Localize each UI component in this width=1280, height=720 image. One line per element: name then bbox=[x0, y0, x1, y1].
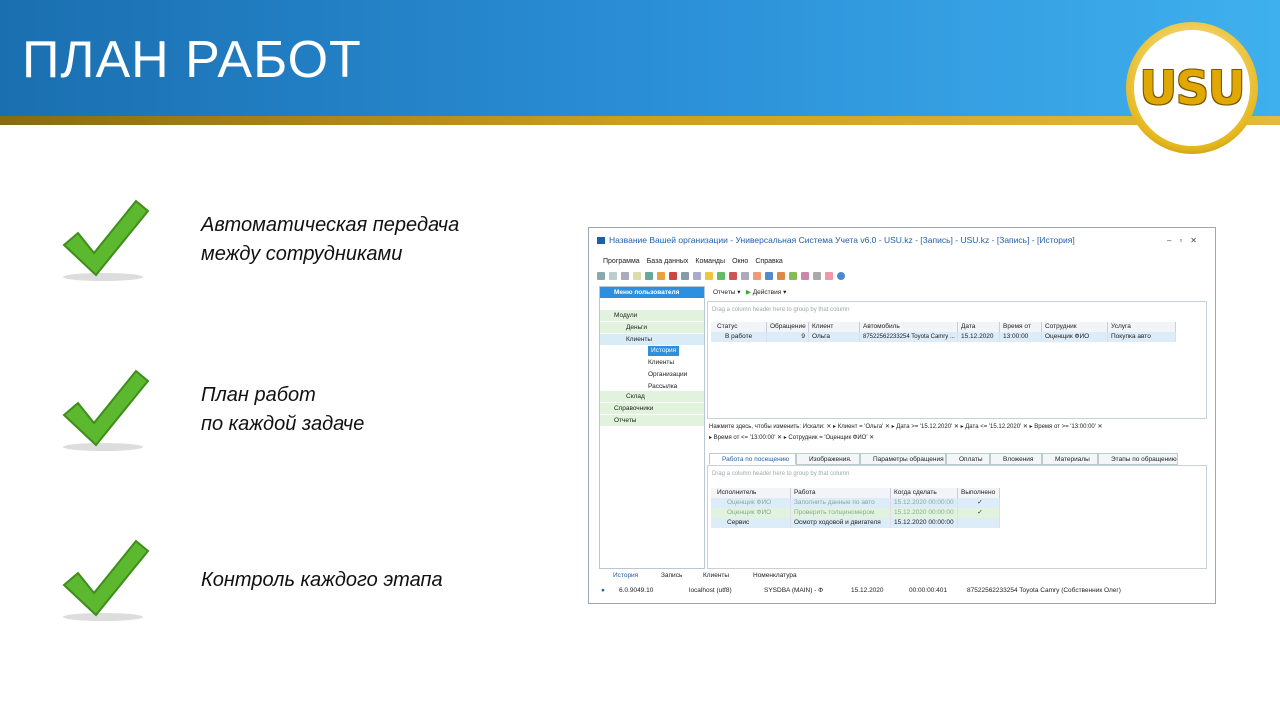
toolbar-icon[interactable] bbox=[753, 272, 761, 280]
app-titlebar bbox=[589, 228, 1215, 252]
checkmark-icon bbox=[56, 367, 151, 455]
cell-status: В работе bbox=[711, 332, 767, 342]
cell-time: 13:00:00 bbox=[1000, 332, 1042, 342]
tab-appeal-params[interactable]: Параметры обращения bbox=[860, 453, 946, 465]
toolbar-icon[interactable] bbox=[609, 272, 617, 280]
user-menu-panel bbox=[599, 286, 705, 569]
col-time-from[interactable]: Время от bbox=[1000, 322, 1042, 332]
app-icon bbox=[597, 237, 605, 244]
cell-appeal: 9 bbox=[767, 332, 809, 342]
page-title: ПЛАН РАБОТ bbox=[22, 31, 362, 89]
bullet-3-line1: Контроль каждого этапа bbox=[201, 569, 443, 591]
cell-due: 15.12.2020 00:00:00 bbox=[891, 518, 958, 528]
col-work[interactable]: Работа bbox=[791, 488, 891, 498]
col-done[interactable]: Выполнено bbox=[958, 488, 1000, 498]
menu-help[interactable]: Справка bbox=[755, 257, 783, 265]
user-menu-header: Меню пользователя bbox=[600, 287, 704, 298]
status-host: localhost (utf8) bbox=[689, 587, 732, 594]
col-due[interactable]: Когда сделать bbox=[891, 488, 958, 498]
tab-attachments[interactable]: Вложения bbox=[990, 453, 1042, 465]
bullet-2-line2: по каждой задаче bbox=[201, 413, 365, 435]
bullet-2-line1: План работ bbox=[201, 384, 316, 406]
done-checkbox[interactable] bbox=[958, 518, 1000, 528]
tree-item-clients[interactable]: Клиенты bbox=[648, 359, 675, 366]
bottom-tab-clients[interactable]: Клиенты bbox=[703, 572, 730, 579]
menu-program[interactable]: Программа bbox=[603, 257, 640, 265]
logo-text: USU bbox=[1139, 61, 1245, 115]
bullet-2 bbox=[201, 381, 364, 439]
status-user: SYSDBA (MAIN) - Ф bbox=[764, 587, 824, 594]
cell-work: Проверить толщиномером bbox=[791, 508, 891, 518]
toolbar-icon[interactable] bbox=[801, 272, 809, 280]
tree-item-modules[interactable]: Модули bbox=[614, 312, 638, 319]
main-toolbar bbox=[597, 270, 1197, 282]
cell-employee: Оценщик ФИО bbox=[1042, 332, 1108, 342]
status-time: 00:00:00:401 bbox=[909, 587, 947, 594]
cell-car: 87522562233254 Toyota Camry ... bbox=[860, 332, 958, 342]
toolbar-icon[interactable] bbox=[669, 272, 677, 280]
col-status[interactable]: Статус bbox=[711, 322, 767, 332]
cell-executor: Оценщик ФИО bbox=[711, 498, 791, 508]
toolbar-icon[interactable] bbox=[681, 272, 689, 280]
tree-item-mailing[interactable]: Рассылка bbox=[648, 383, 678, 390]
cell-due: 15.12.2020 00:00:00 bbox=[891, 498, 958, 508]
bullet-1-line1: Автоматическая передача bbox=[201, 214, 460, 236]
filter-line-1: Нажмите здесь, чтобы изменить: Искали: ✕ ▸ Клиент = 'Ольга' ✕ ▸ Дата >= '15.12.2020' ✕ ▸ Дата <= '15.12.2020' ✕ ▸ Время от >= '13:00:00' ✕ bbox=[709, 424, 1103, 430]
tree-item-money[interactable]: Деньги bbox=[626, 324, 647, 331]
toolbar-icon[interactable] bbox=[825, 272, 833, 280]
col-client[interactable]: Клиент bbox=[809, 322, 860, 332]
checkmark-icon bbox=[56, 537, 151, 625]
toolbar-icon[interactable] bbox=[705, 272, 713, 280]
tab-payments[interactable]: Оплаты bbox=[946, 453, 990, 465]
bullet-1 bbox=[201, 211, 459, 269]
menu-commands[interactable]: Команды bbox=[695, 257, 726, 265]
cell-work: Осмотр ходовой и двигателя bbox=[791, 518, 891, 528]
reports-dropdown[interactable]: Отчеты bbox=[713, 289, 736, 296]
done-checkbox[interactable]: ✓ bbox=[958, 498, 1000, 508]
toolbar-icon[interactable] bbox=[597, 272, 605, 280]
info-icon[interactable] bbox=[837, 272, 845, 280]
col-service[interactable]: Услуга bbox=[1108, 322, 1176, 332]
cell-executor: Оценщик ФИО bbox=[711, 508, 791, 518]
toolbar-icon[interactable] bbox=[657, 272, 665, 280]
toolbar-icon[interactable] bbox=[645, 272, 653, 280]
main-content bbox=[707, 286, 1207, 569]
tree-row-bg bbox=[600, 391, 704, 402]
status-record: 87522562233254 Toyota Camry (Собственник Олег) bbox=[967, 587, 1121, 594]
bottom-tab-history[interactable]: История bbox=[613, 572, 639, 579]
toolbar-icon[interactable] bbox=[729, 272, 737, 280]
menu-bar bbox=[589, 255, 1215, 267]
toolbar-icon[interactable] bbox=[741, 272, 749, 280]
bottom-tab-record[interactable]: Запись bbox=[661, 572, 683, 579]
window-controls[interactable]: –▫✕ bbox=[1167, 236, 1205, 245]
tree-item-warehouse[interactable]: Склад bbox=[626, 393, 645, 400]
tree-item-references[interactable]: Справочники bbox=[614, 405, 654, 412]
status-date: 15.12.2020 bbox=[851, 587, 884, 594]
col-appeal[interactable]: Обращение bbox=[767, 322, 809, 332]
col-employee[interactable]: Сотрудник bbox=[1042, 322, 1108, 332]
filter-line-2: ▸ Время от <= '13:00:00' ✕ ▸ Сотрудник = 'Оценщик ФИО' ✕ bbox=[709, 435, 875, 441]
status-bar bbox=[589, 584, 1215, 598]
toolbar-icon[interactable] bbox=[813, 272, 821, 280]
app-window-title: Название Вашей организации - Универсальная Система Учета v6.0 - USU.kz - [Запись] - USU.kz - [Запись] - [История] bbox=[609, 235, 1075, 245]
header-stripe bbox=[0, 116, 1280, 125]
toolbar-icon[interactable] bbox=[717, 272, 725, 280]
cell-work: Заполнить данные по авто bbox=[791, 498, 891, 508]
bullet-3 bbox=[201, 566, 443, 595]
col-car[interactable]: Автомобиль bbox=[860, 322, 958, 332]
cell-due: 15.12.2020 00:00:00 bbox=[891, 508, 958, 518]
tab-materials[interactable]: Материалы bbox=[1042, 453, 1098, 465]
menu-database[interactable]: База данных bbox=[646, 257, 689, 265]
toolbar-icon[interactable] bbox=[789, 272, 797, 280]
tree-item-organizations[interactable]: Организации bbox=[648, 371, 688, 378]
group-hint: Drag a column header here to group by that column bbox=[712, 307, 850, 313]
actions-dropdown[interactable]: Действия bbox=[752, 289, 782, 296]
tab-work-by-visit[interactable]: Работа по посещению bbox=[709, 453, 796, 465]
top-grid bbox=[707, 301, 1207, 419]
toolbar-icon[interactable] bbox=[693, 272, 701, 280]
tab-stages[interactable]: Этапы по обращению bbox=[1098, 453, 1178, 465]
toolbar-icon[interactable] bbox=[765, 272, 773, 280]
tree-row-bg bbox=[600, 322, 704, 333]
toolbar-icon[interactable] bbox=[777, 272, 785, 280]
bottom-grid bbox=[707, 465, 1207, 569]
menu-window[interactable]: Окно bbox=[732, 257, 749, 265]
status-version: 6.0.9049.10 bbox=[619, 587, 654, 594]
done-checkbox[interactable]: ✓ bbox=[958, 508, 1000, 518]
toolbar-icon[interactable] bbox=[621, 272, 629, 280]
tree-item-reports[interactable]: Отчеты bbox=[614, 417, 637, 424]
filter-panel[interactable] bbox=[709, 422, 1204, 444]
tree-item-clients-folder[interactable]: Клиенты bbox=[626, 336, 653, 343]
usu-logo bbox=[1126, 22, 1258, 154]
info-icon: ● bbox=[601, 587, 605, 594]
cell-client: Ольга bbox=[809, 332, 860, 342]
cell-executor: Сервис bbox=[711, 518, 791, 528]
col-date[interactable]: Дата bbox=[958, 322, 1000, 332]
cell-service: Покупка авто bbox=[1108, 332, 1176, 342]
subtoolbar: Отчеты ▾ ▶ Действия ▾ bbox=[713, 289, 787, 296]
tab-images[interactable]: Изображения. bbox=[796, 453, 860, 465]
group-hint-bottom: Drag a column header here to group by that column bbox=[712, 471, 850, 477]
tree-item-history[interactable]: История bbox=[648, 346, 679, 356]
checkmark-icon bbox=[56, 197, 151, 285]
toolbar-icon[interactable] bbox=[633, 272, 641, 280]
bullet-1-line2: между сотрудниками bbox=[201, 243, 403, 265]
app-window bbox=[588, 227, 1216, 604]
col-executor[interactable]: Исполнитель bbox=[711, 488, 791, 498]
bottom-tab-nomenclature[interactable]: Номенклатура bbox=[753, 572, 797, 579]
cell-date: 15.12.2020 bbox=[958, 332, 1000, 342]
